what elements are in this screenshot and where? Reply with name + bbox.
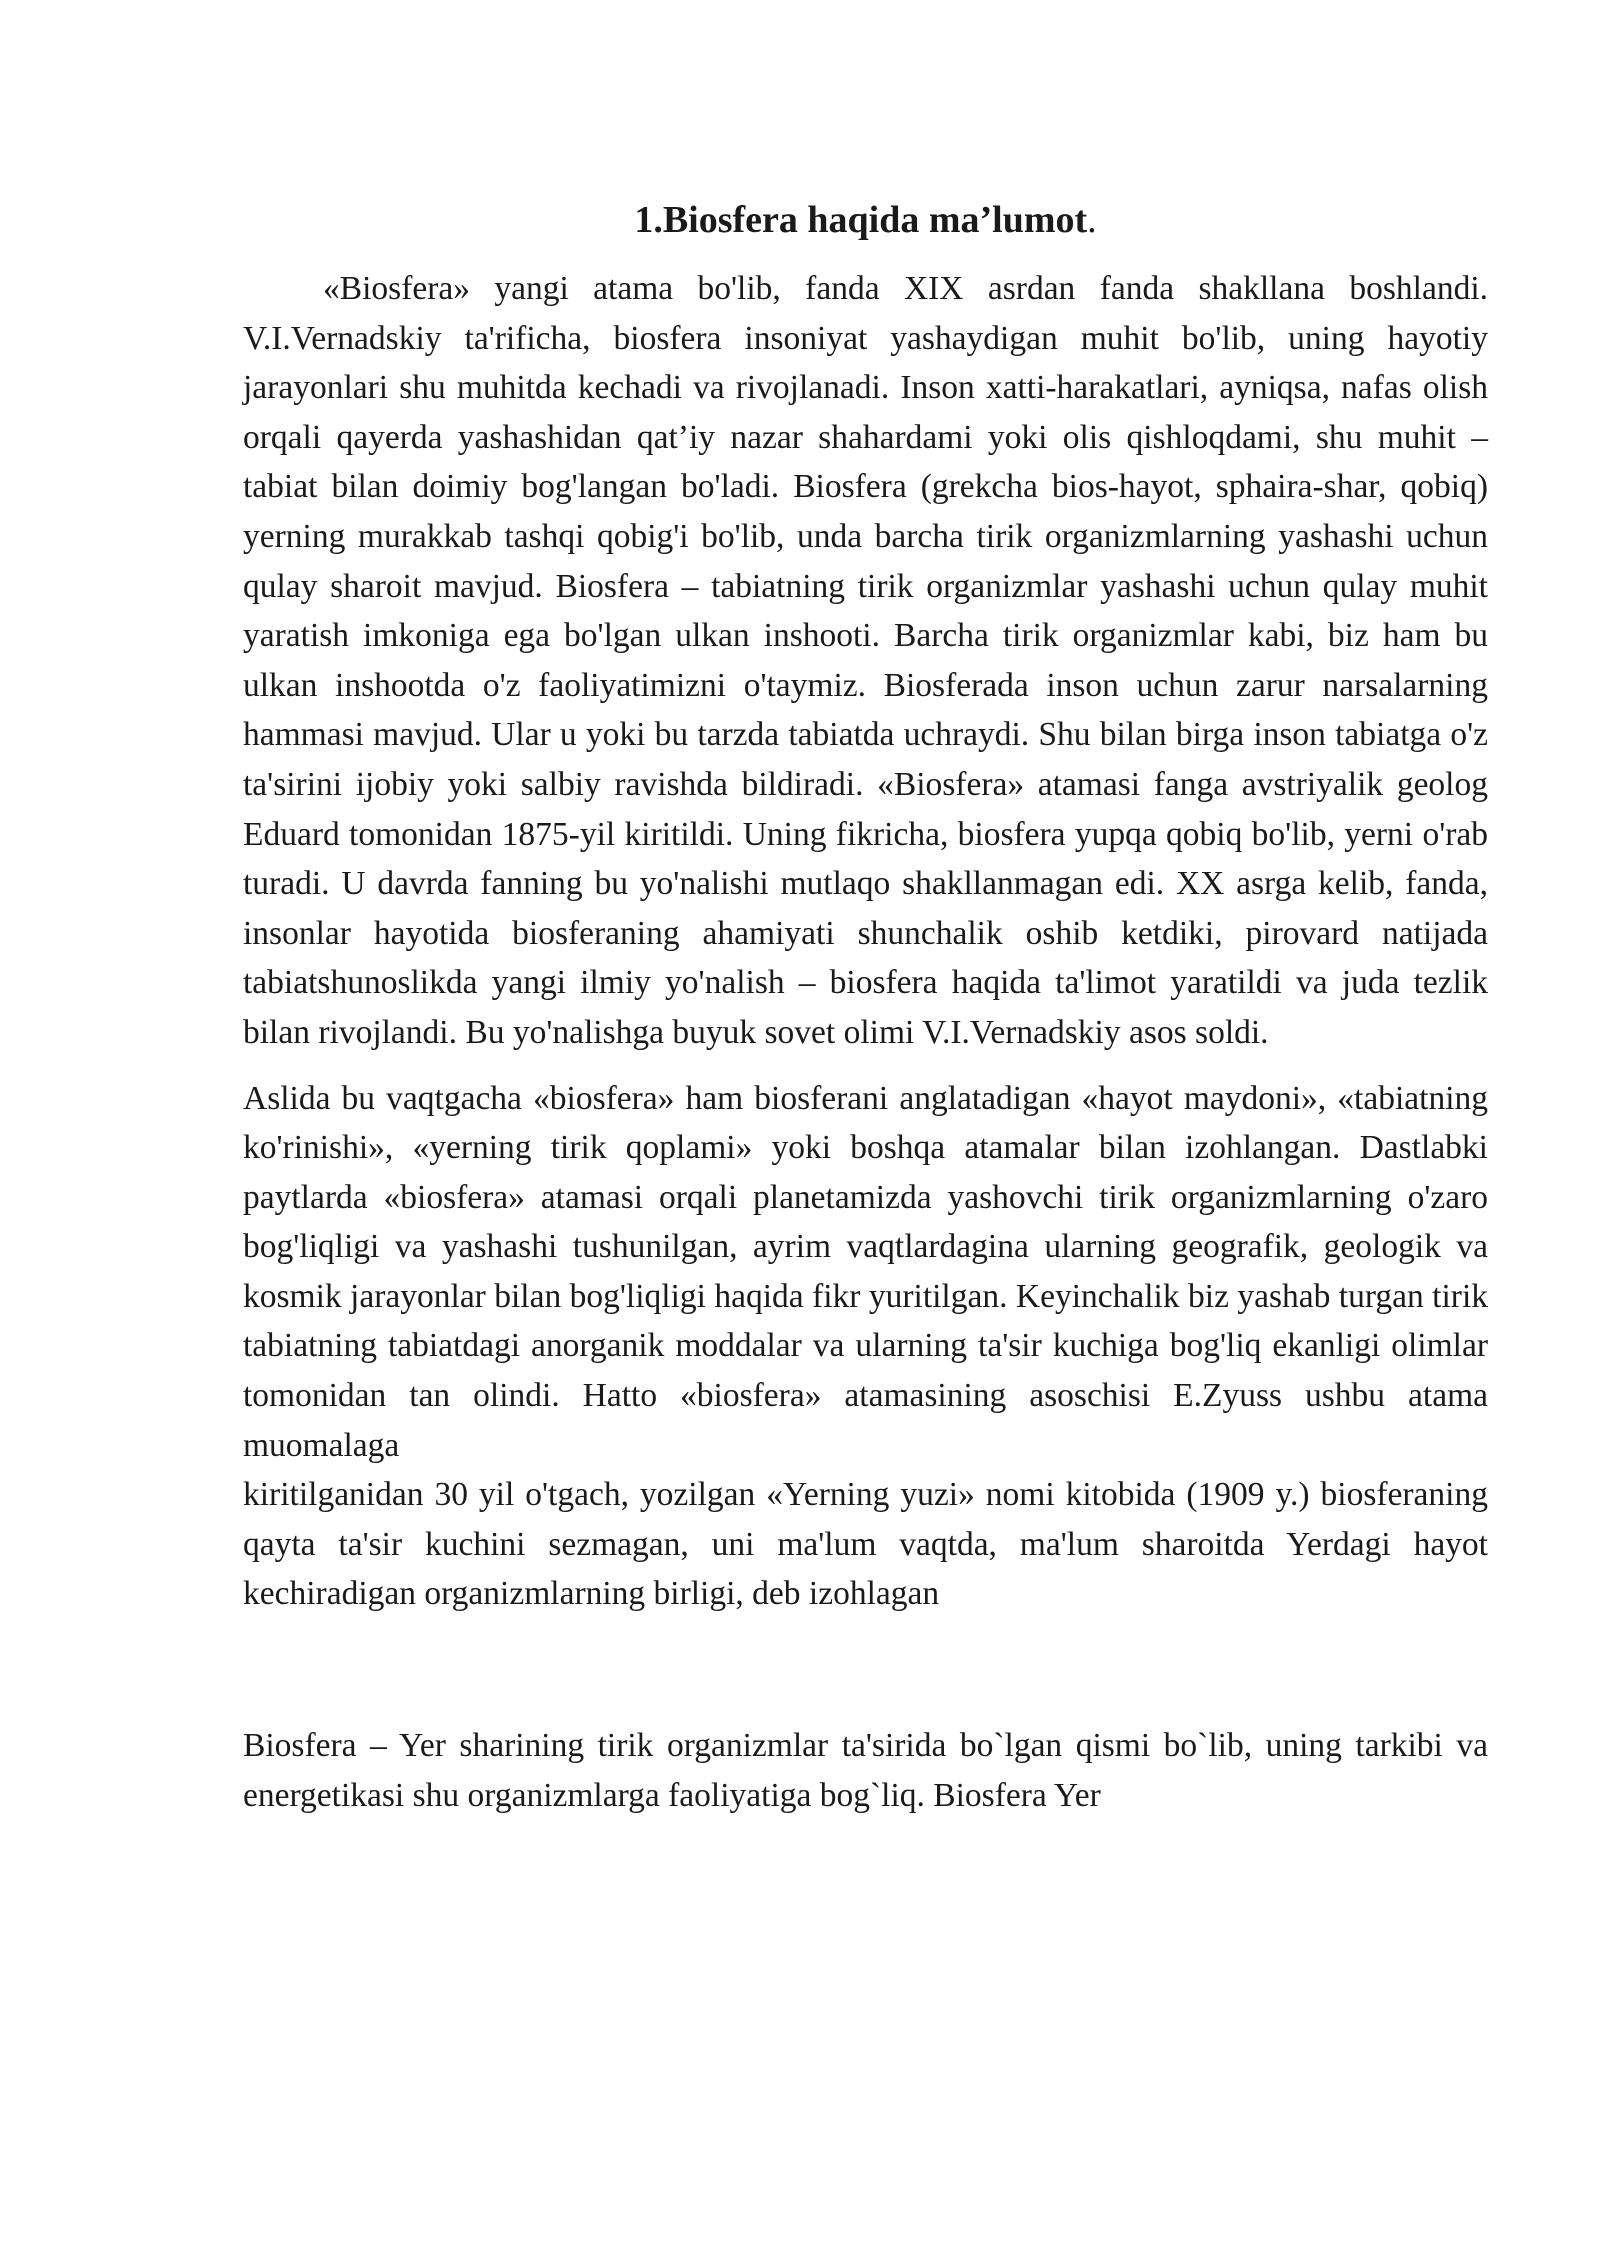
document-title (243, 190, 1488, 250)
paragraph-2-continuation: kiritilganidan 30 yil o'tgach, yozilgan «Yerning yuzi» nomi kitobida (1909 y.) biosferaning qayta ta'sir kuchini sezmagan, uni ma'lum vaqtda, ma'lum sharoitda Yerdagi hayot kechiradigan organizmlarning birligi, deb izohlagan (243, 1476, 1488, 1613)
paragraph-2: Aslida bu vaqtgacha «biosfera» ham biosferani anglatadigan «hayot maydoni», «tabiatning ko'rinishi», «yerning tirik qoplami» yoki boshqa atamalar bilan izohlangan. Dastlabki paytlarda «biosfera» atamasi orqali planetamizda yashovchi tirik organizmlarning o'zaro bog'liqligi va yashashi tushunilgan, ayrim vaqtlardagina ularning geografik, geologik va kosmik jarayonlar bilan bog'liqligi haqida fikr yuritilgan. Keyinchalik biz yashab turgan tirik tabiatning tabiatdagi anorganik moddalar va ularning ta'sir kuchiga bog'liq ekanligi olimlar tomonidan tan olindi. Hatto «biosfera» atamasining asoschisi E.Zyuss ushbu atama muomalaga (243, 1079, 1488, 1464)
document-body (243, 190, 1488, 1820)
paragraph-3: Biosfera – Yer sharining tirik organizmlar ta'sirida bo`lgan qismi bo`lib, uning tarkibi va energetikasi shu organizmlarga faoliyatiga bog`liq. Biosfera Yer (243, 1727, 1488, 1814)
title-text: 1.Biosfera haqida ma’lumot (634, 199, 1088, 241)
title-dot: . (1087, 199, 1097, 241)
paragraph-1: «Biosfera» yangi atama bo'lib, fanda XIX asrdan fanda shakllana boshlandi. V.I.Vernadskiy ta'rificha, biosfera insoniyat yashaydigan muhit bo'lib, uning hayotiy jarayonlari shu muhitda kechadi va rivojlanadi. Inson xatti-harakatlari, ayniqsa, nafas olish orqali qayerda yashashidan qat’iy nazar shahardami yoki olis qishloqdami, shu muhit – tabiat bilan doimiy bog'langan bo'ladi. Biosfera (grekcha bios-hayot, sphaira-shar, qobiq) yerning murakkab tashqi qobig'i bo'lib, unda barcha tirik organizmlarning yashashi uchun qulay sharoit mavjud. Biosfera – tabiatning tirik organizmlar yashashi uchun qulay muhit yaratish imkoniga ega bo'lgan ulkan inshooti. Barcha tirik organizmlar kabi, biz ham bu ulkan inshootda o'z faoliyatimizni o'taymiz. Biosferada inson uchun zarur narsalarning hammasi mavjud. Ular u yoki bu tarzda tabiatda uchraydi. Shu bilan birga inson tabiatga o'z ta'sirini ijobiy yoki salbiy ravishda bildiradi. «Biosfera» atamasi fanga avstriyalik geolog Eduard tomonidan 1875-yil kiritildi. Uning fikricha, biosfera yupqa qobiq bo'lib, yerni o'rab turadi. U davrda fanning bu yo'nalishi mutlaqo shakllanmagan edi. XX asrga kelib, fanda, insonlar hayotida biosferaning ahamiyati shunchalik oshib ketdiki, pirovard natijada tabiatshunoslikda yangi ilmiy yo'nalish – biosfera haqida ta'limot yaratildi va juda tezlik bilan rivojlandi. Bu yo'nalishga buyuk sovet olimi V.I.Vernadskiy asos soldi. (243, 270, 1488, 1051)
